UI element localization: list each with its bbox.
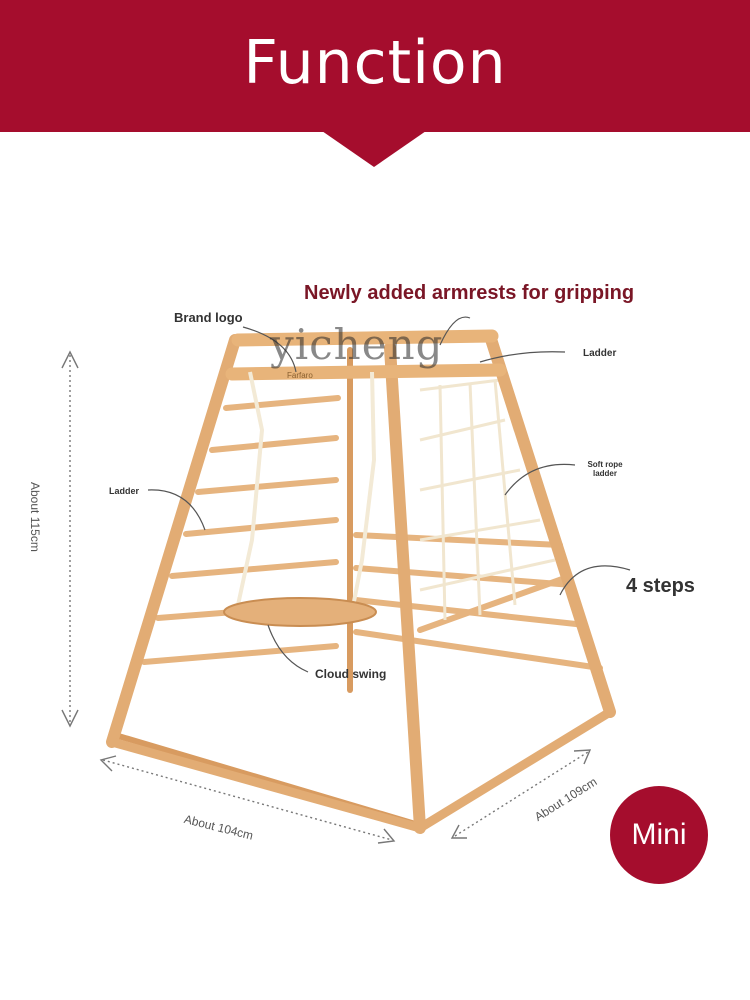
steps-label: 4 steps: [626, 575, 695, 597]
cloud-swing-label: Cloud swing: [315, 667, 387, 681]
ladder-left-label: Ladder: [109, 486, 140, 496]
soft-rope-line2: ladder: [592, 469, 617, 478]
bar-logo: Farfaro: [287, 371, 313, 380]
depth-dimension: About 109cm: [532, 774, 600, 824]
page-title: Function: [243, 28, 507, 98]
ladder-top-label: Ladder: [583, 348, 617, 359]
width-dimension: About 104cm: [182, 812, 255, 843]
height-dimension: About 115cm: [28, 482, 42, 552]
soft-rope-line1: Soft rope: [587, 460, 623, 469]
soft-rope-ladder-label: [580, 460, 630, 478]
headline: Newly added armrests for gripping: [304, 282, 635, 304]
mini-badge: Mini: [610, 786, 708, 884]
watermark-text: yicheng: [270, 320, 444, 369]
brand-logo-label: Brand logo: [174, 310, 243, 325]
